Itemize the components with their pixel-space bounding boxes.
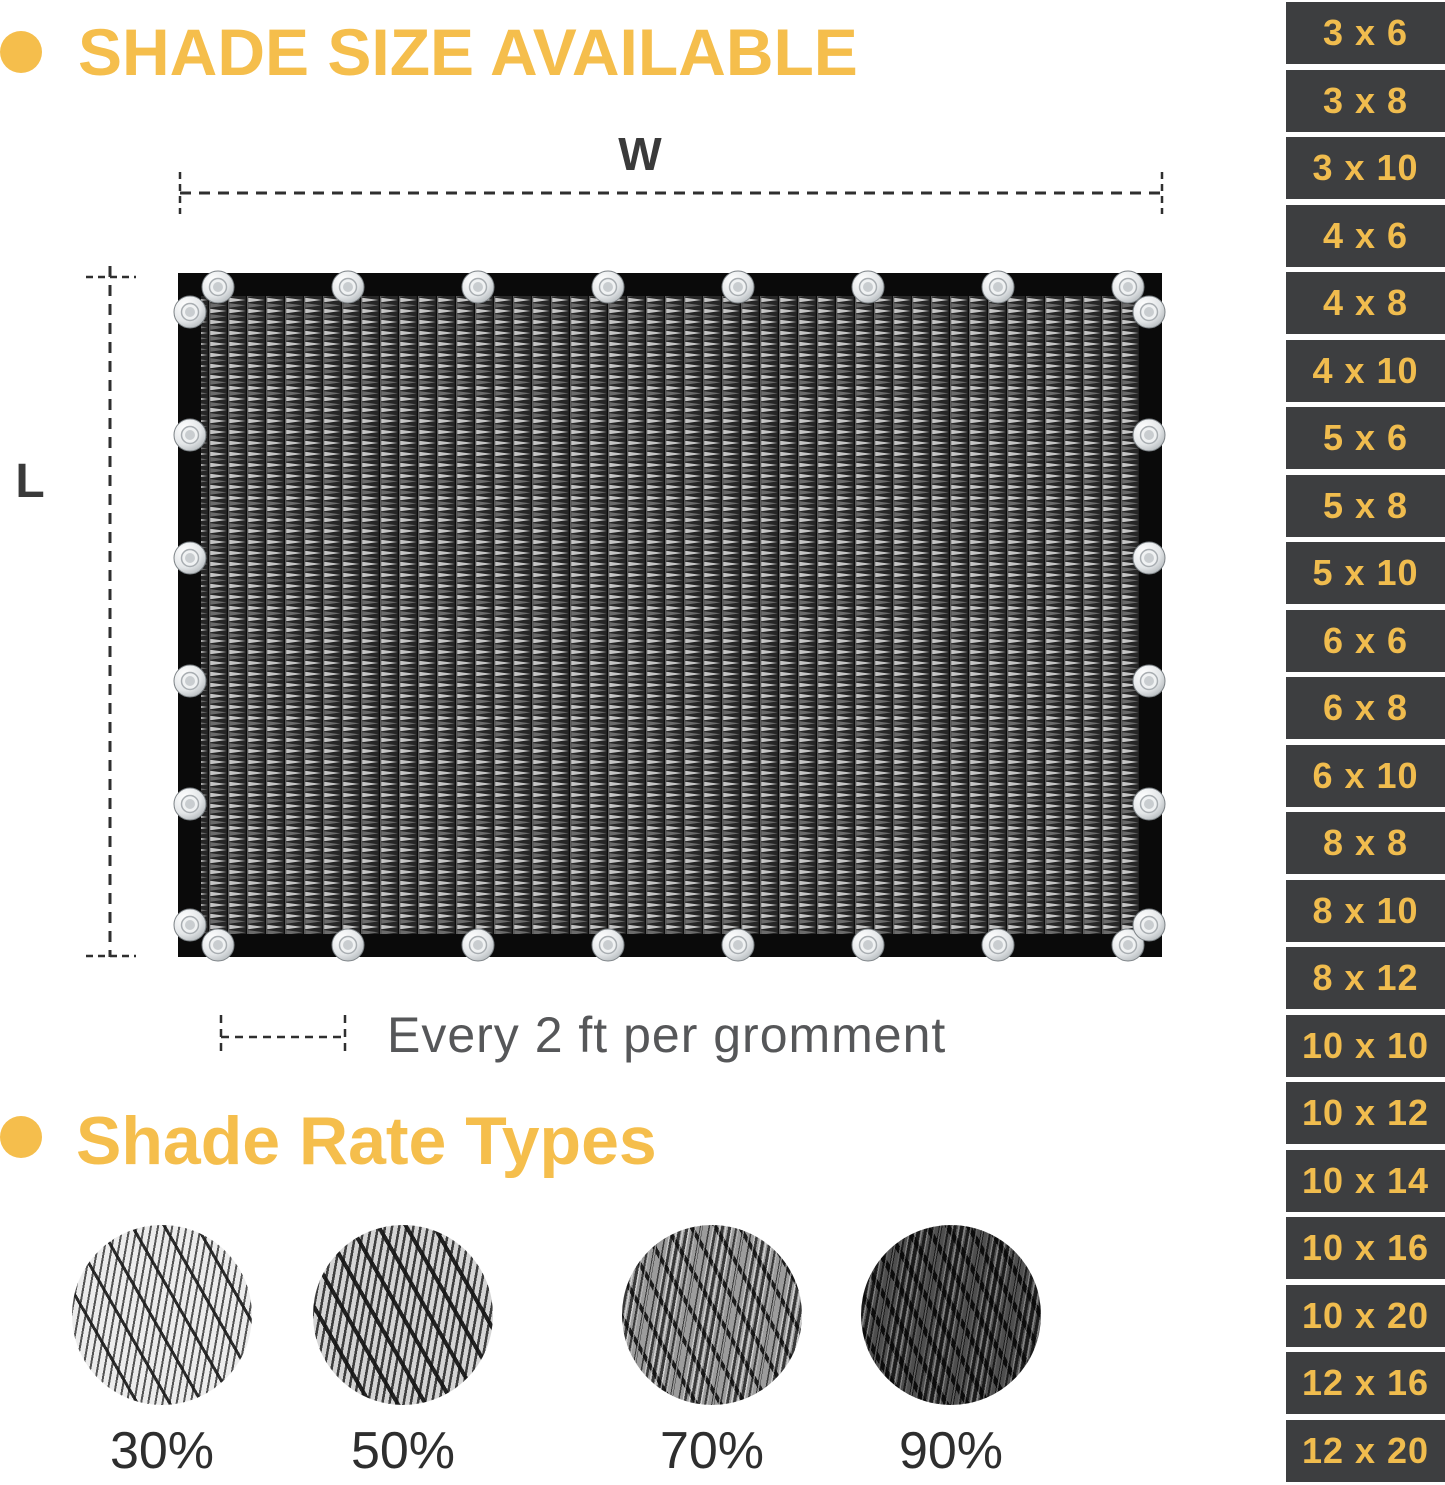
- width-dimension-label: W: [618, 128, 662, 180]
- size-option: 8 x 10: [1286, 880, 1445, 942]
- size-option: 5 x 8: [1286, 475, 1445, 537]
- shade-rate-label: 50%: [350, 1422, 456, 1480]
- size-option: 10 x 10: [1286, 1015, 1445, 1077]
- shade-rate-swatch-90: [861, 1225, 1041, 1405]
- shade-rate-section-title: Shade Rate Types: [76, 1103, 657, 1179]
- shade-net-illustration: [174, 271, 1165, 961]
- shade-rate-label: 70%: [659, 1422, 765, 1480]
- size-option: 4 x 8: [1286, 272, 1445, 334]
- size-option: 5 x 6: [1286, 407, 1445, 469]
- grommet-spacing-marker: [221, 1015, 345, 1057]
- size-option: 4 x 6: [1286, 205, 1445, 267]
- size-option: 10 x 20: [1286, 1285, 1445, 1347]
- size-option: 6 x 8: [1286, 677, 1445, 739]
- size-option: 5 x 10: [1286, 542, 1445, 604]
- size-option: 6 x 10: [1286, 745, 1445, 807]
- length-dimension-line: [86, 266, 136, 957]
- grommet-note: Every 2 ft per gromment: [387, 1007, 947, 1063]
- size-option: 3 x 8: [1286, 70, 1445, 132]
- size-option: 10 x 12: [1286, 1082, 1445, 1144]
- size-option: 10 x 16: [1286, 1217, 1445, 1279]
- page-title: SHADE SIZE AVAILABLE: [78, 15, 858, 89]
- size-option: 3 x 6: [1286, 2, 1445, 64]
- width-dimension-line: [180, 172, 1162, 214]
- shade-rate-label: 90%: [898, 1422, 1004, 1480]
- size-option: 12 x 20: [1286, 1420, 1445, 1482]
- size-options-list: [1286, 2, 1445, 1485]
- shade-rate-swatch-70: [622, 1225, 802, 1405]
- shade-rate-swatch-30: [72, 1225, 252, 1405]
- size-option: 8 x 8: [1286, 812, 1445, 874]
- bullet-dot-icon: [0, 1116, 42, 1158]
- length-dimension-label: L: [15, 455, 45, 508]
- size-option: 8 x 12: [1286, 947, 1445, 1009]
- size-option: 6 x 6: [1286, 610, 1445, 672]
- size-option: 12 x 16: [1286, 1352, 1445, 1414]
- size-option: 4 x 10: [1286, 340, 1445, 402]
- size-option: 3 x 10: [1286, 137, 1445, 199]
- size-option: 10 x 14: [1286, 1150, 1445, 1212]
- shade-rate-swatch-50: [313, 1225, 493, 1405]
- shade-rate-label: 30%: [109, 1422, 215, 1480]
